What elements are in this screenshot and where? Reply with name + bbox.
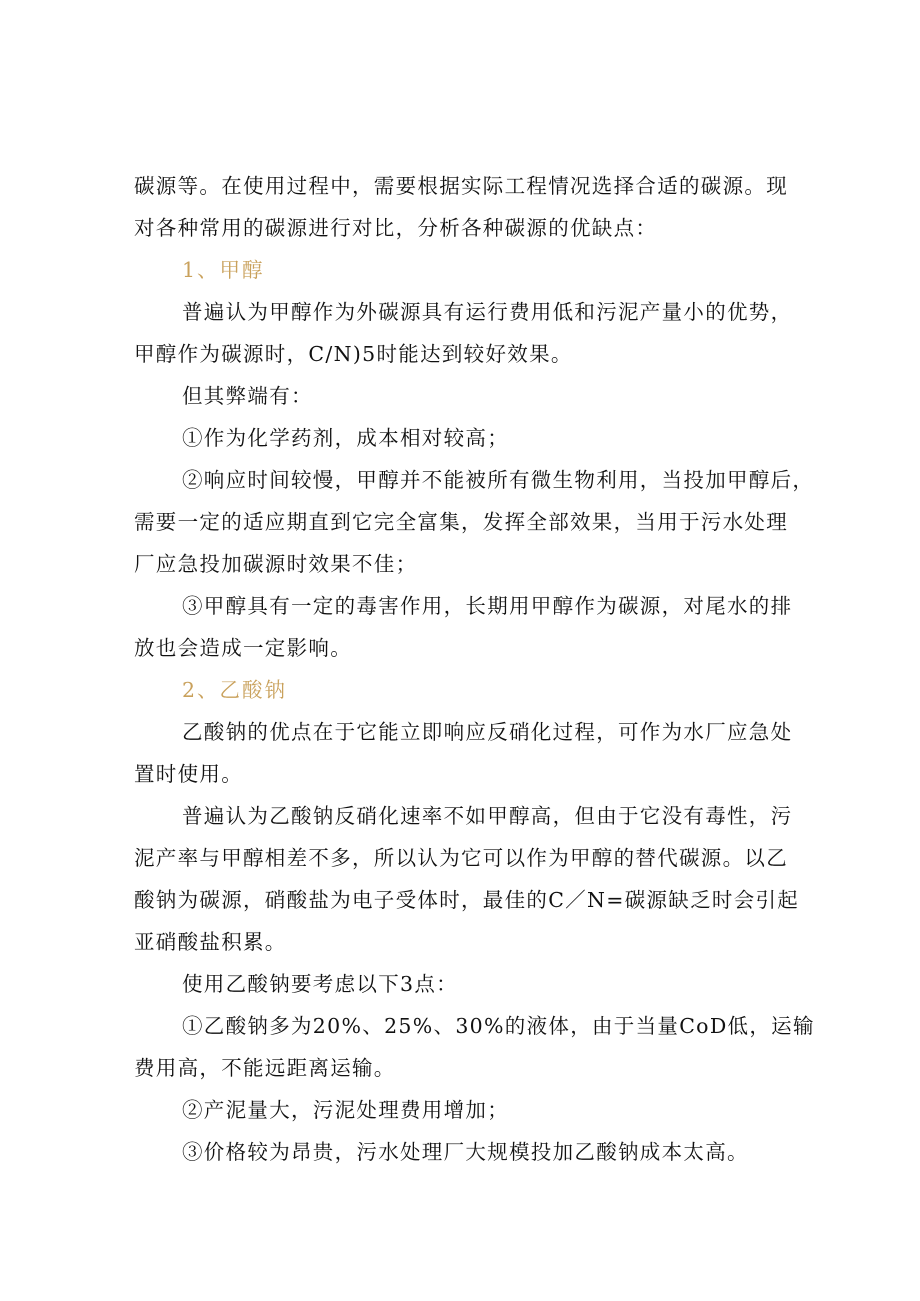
paragraph-line: 但其弊端有： xyxy=(182,384,313,408)
list-item: ③甲醇具有一定的毒害作用，长期用甲醇作为碳源，对尾水的排 xyxy=(182,594,793,618)
list-item: ①乙酸钠多为20%、25%、30%的液体，由于当量CoD低，运输 xyxy=(182,1014,815,1038)
list-item: ②产泥量大，污泥处理费用增加； xyxy=(182,1098,509,1122)
document-body xyxy=(134,165,815,1173)
paragraph-line: 费用高，不能远距离运输。 xyxy=(134,1056,396,1080)
paragraph-line: 普遍认为乙酸钠反硝化速率不如甲醇高，但由于它没有毒性，污 xyxy=(182,804,793,828)
paragraph-line: 对各种常用的碳源进行对比，分析各种碳源的优缺点： xyxy=(134,216,658,240)
paragraph-line: 乙酸钠的优点在于它能立即响应反硝化过程，可作为水厂应急处 xyxy=(182,720,793,744)
paragraph-line: 甲醇作为碳源时，C/N)5时能达到较好效果。 xyxy=(134,342,573,366)
paragraph-line: 厂应急投加碳源时效果不佳； xyxy=(134,552,418,576)
list-item: ③价格较为昂贵，污水处理厂大规模投加乙酸钠成本太高。 xyxy=(182,1140,749,1164)
list-item: ①作为化学药剂，成本相对较高； xyxy=(182,426,509,450)
paragraph-line: 碳源等。在使用过程中，需要根据实际工程情况选择合适的碳源。现 xyxy=(134,174,788,198)
paragraph-line: 亚硝酸盐积累。 xyxy=(134,930,287,954)
list-item: ②响应时间较慢，甲醇并不能被所有微生物利用，当投加甲醇后， xyxy=(182,468,815,492)
section-heading-sodium-acetate: 2、乙酸钠 xyxy=(182,678,288,702)
paragraph-line: 普遍认为甲醇作为外碳源具有运行费用低和污泥产量小的优势， xyxy=(182,300,793,324)
paragraph-line: 酸钠为碳源，硝酸盐为电子受体时，最佳的C／N=碳源缺乏时会引起 xyxy=(134,888,800,912)
paragraph-line: 放也会造成一定影响。 xyxy=(134,636,352,660)
paragraph-line: 泥产率与甲醇相差不多，所以认为它可以作为甲醇的替代碳源。以乙 xyxy=(134,846,788,870)
paragraph-line: 需要一定的适应期直到它完全富集，发挥全部效果，当用于污水处理 xyxy=(134,510,788,534)
paragraph-line: 使用乙酸钠要考虑以下3点： xyxy=(182,972,458,996)
paragraph-line: 置时使用。 xyxy=(134,762,243,786)
section-heading-methanol: 1、甲醇 xyxy=(182,258,265,282)
